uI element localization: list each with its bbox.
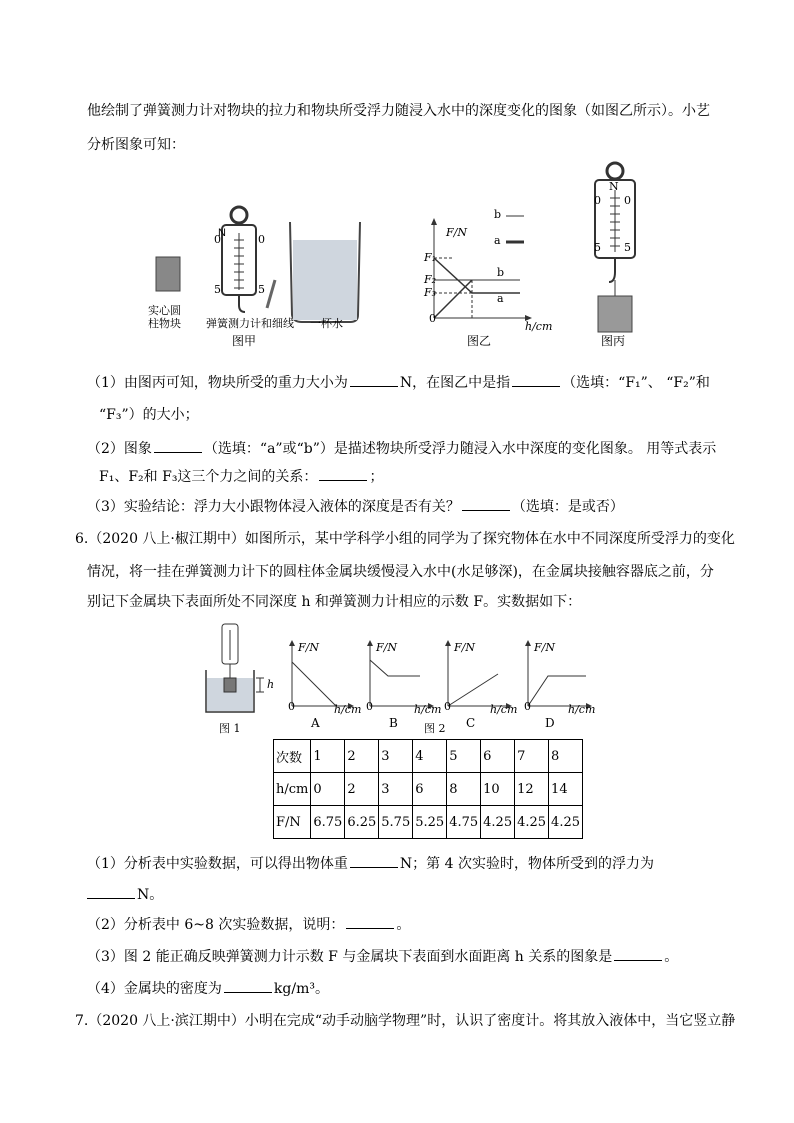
yi-f3: F₃ (424, 286, 437, 299)
q6-data-table (273, 739, 583, 839)
table-cell: 8 (549, 740, 583, 773)
graph-d-origin: 0 (524, 700, 531, 713)
answer-blank[interactable] (512, 372, 560, 387)
yi-f2: F₂ (424, 273, 437, 286)
table-row-header: 次数 (274, 740, 311, 773)
bing-tick-0-left: 0 (594, 194, 601, 207)
answer-blank[interactable] (350, 853, 398, 868)
table-cell: 14 (549, 773, 583, 806)
answer-blank[interactable] (350, 372, 398, 387)
q6-figure-1 (198, 620, 278, 720)
table-cell: 12 (515, 773, 549, 806)
yi-x-axis: h/cm (525, 320, 553, 333)
metal-block (224, 678, 236, 692)
q5-part1-line2: “F₃”）的大小； (99, 407, 199, 423)
graph-b-x: h/cm (414, 703, 442, 716)
yi-y-axis: F/N (446, 226, 467, 239)
table-cell: 3 (379, 740, 413, 773)
caption-bing: 图丙 (601, 334, 626, 348)
graph-d-y: F/N (534, 641, 555, 654)
scale-tick-0-left: 0 (214, 233, 221, 246)
table-cell: 6.25 (345, 806, 379, 839)
q5-part3: （3）实验结论：浮力大小跟物体浸入液体的深度是否有关？ （选填：是或否） (87, 496, 624, 517)
table-cell: 6.75 (311, 806, 345, 839)
q6-fig1-caption: 图 1 (219, 722, 241, 735)
table-cell: 10 (481, 773, 515, 806)
scale-tick-5-left: 5 (214, 283, 221, 296)
caption-jia: 图甲 (232, 334, 257, 348)
bing-top-n: N (609, 180, 619, 193)
scale-top-n: N (218, 227, 226, 239)
block-label-2: 柱物块 (148, 317, 181, 330)
table-cell: 7 (515, 740, 549, 773)
table-row (274, 806, 583, 839)
curve-b-line (434, 280, 472, 318)
q6-part1-line1: （1）分析表中实验数据，可以得出物体重 N；第 4 次实验时，物体所受到的浮力为 (87, 853, 654, 874)
block-label-1: 实心圆 (148, 304, 181, 317)
graph-b-y: F/N (376, 641, 397, 654)
figure-yi (420, 200, 550, 330)
table-row-header: h/cm (274, 773, 311, 806)
scale-label: 弹簧测力计和细线 (206, 317, 294, 330)
q6-fig2-caption: 图 2 (424, 722, 446, 735)
scale-tick-5-right: 5 (258, 283, 265, 296)
graph-c-y: F/N (454, 641, 475, 654)
graph-c-origin: 0 (444, 700, 451, 713)
table-cell: 4.25 (515, 806, 549, 839)
yi-legend-a: a (494, 234, 501, 247)
table-cell: 4.25 (549, 806, 583, 839)
q6-depth-label: h (267, 678, 275, 691)
caption-yi: 图乙 (467, 334, 492, 348)
table-cell: 5 (447, 740, 481, 773)
yi-legend-b: b (494, 208, 502, 221)
graph-a-y: F/N (298, 641, 319, 654)
table-cell: 0 (311, 773, 345, 806)
q5-part2-line2: F₁、F₂和 F₃这三个力之间的关系： ； (99, 466, 383, 487)
table-row (274, 773, 583, 806)
answer-blank[interactable] (319, 466, 367, 481)
graph-b-origin: 0 (366, 700, 373, 713)
graph-d-label: D (545, 716, 555, 730)
yi-origin: 0 (429, 312, 436, 325)
yi-f1: F₁ (424, 251, 437, 264)
bing-tick-5-left: 5 (594, 241, 601, 254)
graph-c-x: h/cm (490, 703, 518, 716)
q6-part2: （2）分析表中 6~8 次实验数据，说明： 。 (87, 914, 410, 935)
bing-block (598, 296, 632, 332)
curve-a-line (434, 258, 520, 293)
q6-part4: （4）金属块的密度为 kg/m³。 (87, 978, 329, 999)
yi-curve-b: b (497, 266, 505, 279)
answer-blank[interactable] (87, 884, 135, 899)
table-row (274, 740, 583, 773)
table-cell: 6 (481, 740, 515, 773)
graph-c-label: C (466, 716, 476, 730)
answer-blank[interactable] (224, 978, 272, 993)
answer-blank[interactable] (154, 438, 202, 453)
intro-line-1: 他绘制了弹簧测力计对物块的拉力和物块所受浮力随浸入水中的深度变化的图象（如图乙所示）。小艺 (87, 103, 710, 119)
table-cell: 2 (345, 773, 379, 806)
table-cell: 4.25 (481, 806, 515, 839)
graph-b-label: B (389, 716, 398, 730)
graph-a-label: A (311, 716, 320, 730)
table-cell: 4.75 (447, 806, 481, 839)
bing-tick-5-right: 5 (624, 241, 631, 254)
table-cell: 8 (447, 773, 481, 806)
water-label: 一杯水 (310, 317, 343, 330)
yi-curve-a: a (497, 292, 504, 305)
bing-tick-0-right: 0 (624, 194, 631, 207)
q6-line-1: 6.（2020 八上·椒江期中）如图所示，某中学科学小组的同学为了探究物体在水中不同深度所受浮力的变化 (75, 531, 735, 547)
answer-blank[interactable] (462, 496, 510, 511)
q5-part2-line1: （2）图象 （选填：“a”或“b”）是描述物块所受浮力随浸入水中深度的变化图象。 用等式表示 (87, 438, 716, 459)
table-cell: 6 (413, 773, 447, 806)
table-cell: 5.25 (413, 806, 447, 839)
q6-part1-line2: N。 (87, 884, 163, 905)
q6-line-3: 别记下金属块下表面所处不同深度 h 和弹簧测力计相应的示数 F。实数据如下： (87, 594, 582, 610)
q7-line-1: 7.（2020 八上·滨江期中）小明在完成“动手动脑学物理”时，认识了密度计。将其放入液体中，当它竖立静 (75, 1013, 736, 1029)
table-row-header: F/N (274, 806, 311, 839)
answer-blank[interactable] (346, 914, 394, 929)
q6-part3: （3）图 2 能正确反映弹簧测力计示数 F 与金属块下表面到水面距离 h 关系的图象是 。 (87, 946, 678, 967)
graph-a-x: h/cm (334, 703, 362, 716)
graph-a-origin: 0 (288, 700, 295, 713)
table-cell: 5.75 (379, 806, 413, 839)
table-cell: 2 (345, 740, 379, 773)
q6-line-2: 情况，将一挂在弹簧测力计下的圆柱体金属块缓慢浸入水中(水足够深)，在金属块接触容器底之前，分 (87, 564, 714, 580)
table-cell: 1 (311, 740, 345, 773)
table-cell: 3 (379, 773, 413, 806)
answer-blank[interactable] (614, 946, 662, 961)
table-cell: 4 (413, 740, 447, 773)
graph-d-x: h/cm (568, 703, 596, 716)
intro-line-2: 分析图象可知： (87, 137, 185, 153)
q5-part1-line1: （1）由图丙可知，物块所受的重力大小为 N，在图乙中是指 （选填：“F₁”、 “F₂”和 (87, 372, 710, 393)
cylinder-block (156, 257, 180, 291)
scale-tick-0-right: 0 (258, 233, 265, 246)
